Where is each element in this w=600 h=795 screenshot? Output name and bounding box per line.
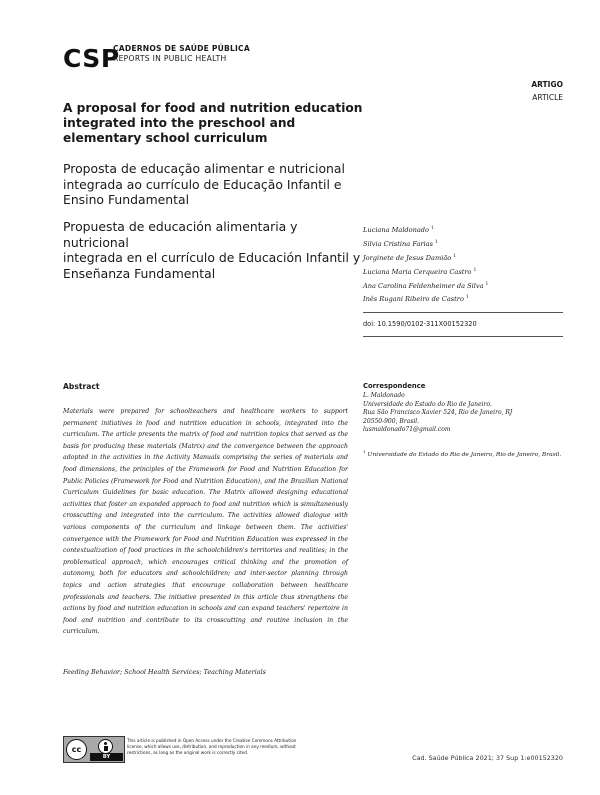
title-es-line: Enseñanza Fundamental (63, 265, 216, 281)
doi-link[interactable]: doi: 10.1590/0102-311X00152320 (363, 320, 477, 328)
journal-logo: CSP (63, 44, 120, 73)
title-spanish (63, 219, 363, 281)
author: Luciana Maldonado $^1$ (363, 226, 434, 235)
author: Silvia Cristina Farias $^1$ (363, 239, 438, 249)
affiliation: $^1$Universidade do Estado do Rio de Janeiro, Rio de Janeiro, Brasil. (363, 449, 562, 458)
divider (363, 336, 563, 337)
author-list (363, 223, 563, 306)
article-type-en: ARTICLE (532, 93, 563, 102)
citation-footer: Cad. Saúde Pública 2021; 37 Sup 1:e00152320 (412, 754, 563, 762)
abstract-text: Materials were prepared for schoolteachers and healthcare workers to support permanent initiatives in food and nutrition education in schools, integrated into the curriculum. The article presents the matrix of food and nutrition topics that served as the basis for producing these materials (Matrix) and the convergence between the approach adopted in the activities in the Activity Manuals comprising the series of materials and food dimensions, the principles of the Framework for Food and Nutrition Education for Public Policies (Framework for Food and Nutrition Education), and the Brazilian National Curriculum Guidelines for basic education. The Matrix allowed designing educational activities that foster an expanded approach to food and nutrition which is simultaneously crosscutting and integrated into the curriculum. The activities allowed dialogue with various components of the curriculum and linkage between them. The activities' convergence with the Framework for Food and Nutrition Education was expressed in the contextualization of food practices in the schoolchildren's territories and realities; in the problematical approach, which encourages critical thinking and the promotion of autonomy, both for educators and schoolchildren; and inter-sector planning through topics and action strategies that encourage collaboration between healthcare professionals and teachers. The initiative presented in this article thus strengthens the actions by food and nutrition education in schools and can expand teachers' repertoire in food and nutrition and contribute to its crosscutting and routine inclusion in the curriculum. (63, 408, 348, 636)
creative-commons-icon: cc (66, 739, 87, 760)
author: Inês Rugani Ribeiro de Castro $^1$ (363, 295, 469, 304)
title-pt-line: Proposta de educação alimentar e nutricional (63, 161, 345, 176)
title-pt-line: integrada ao currículo de Educação Infantil e (63, 176, 342, 192)
title-english: A proposal for food and nutrition education integrated into the preschool and elementary school curriculum (63, 101, 363, 145)
title-pt-line: Ensino Fundamental (63, 192, 190, 207)
title-es-line: Propuesta de educación alimentaria y nutricional (63, 219, 298, 250)
correspondence-line: 20550-900, Brasil. (363, 417, 420, 425)
article-type-pt: ARTIGO (531, 80, 563, 89)
correspondence-line: Rua São Francisco Xavier 524, Rio de Janeiro, RJ (363, 409, 513, 416)
abstract-heading: Abstract (63, 382, 100, 391)
journal-name-en: REPORTS IN PUBLIC HEALTH (113, 54, 227, 63)
attribution-person-icon (98, 739, 113, 754)
journal-name (113, 44, 250, 64)
license-text: This article is published in Open Access under the Creative Commons Attribution license, which allows use, distribution, and reproduction in any medium, without restrictions, as long as the original work is correctly cited. (127, 738, 297, 755)
correspondence-line: Universidade do Estado do Rio de Janeiro. (363, 400, 492, 408)
divider (363, 312, 563, 313)
correspondence-email[interactable]: lusmaldonado71@gmail.com (363, 426, 451, 433)
cc-by-badge[interactable] (63, 736, 125, 763)
author: Jorginete de Jesus Damião $^1$ (363, 253, 457, 262)
correspondence-block (363, 392, 563, 435)
author: Luciana Maria Cerqueira Castro $^1$ (363, 267, 477, 276)
correspondence-heading: Correspondence (363, 382, 426, 390)
title-es-line: integrada en el currículo de Educación Infantil y (63, 250, 361, 265)
keywords: Feeding Behavior; School Health Services; Teaching Materials (63, 668, 266, 676)
journal-name-pt: CADERNOS DE SAÚDE PÚBLICA (113, 44, 250, 53)
by-label: BY (90, 753, 123, 761)
author: Ana Carolina Feldenheimer da Silva $^1$ (363, 281, 489, 290)
correspondence-name: L. Maldonado (363, 392, 405, 399)
title-portuguese (63, 161, 363, 208)
